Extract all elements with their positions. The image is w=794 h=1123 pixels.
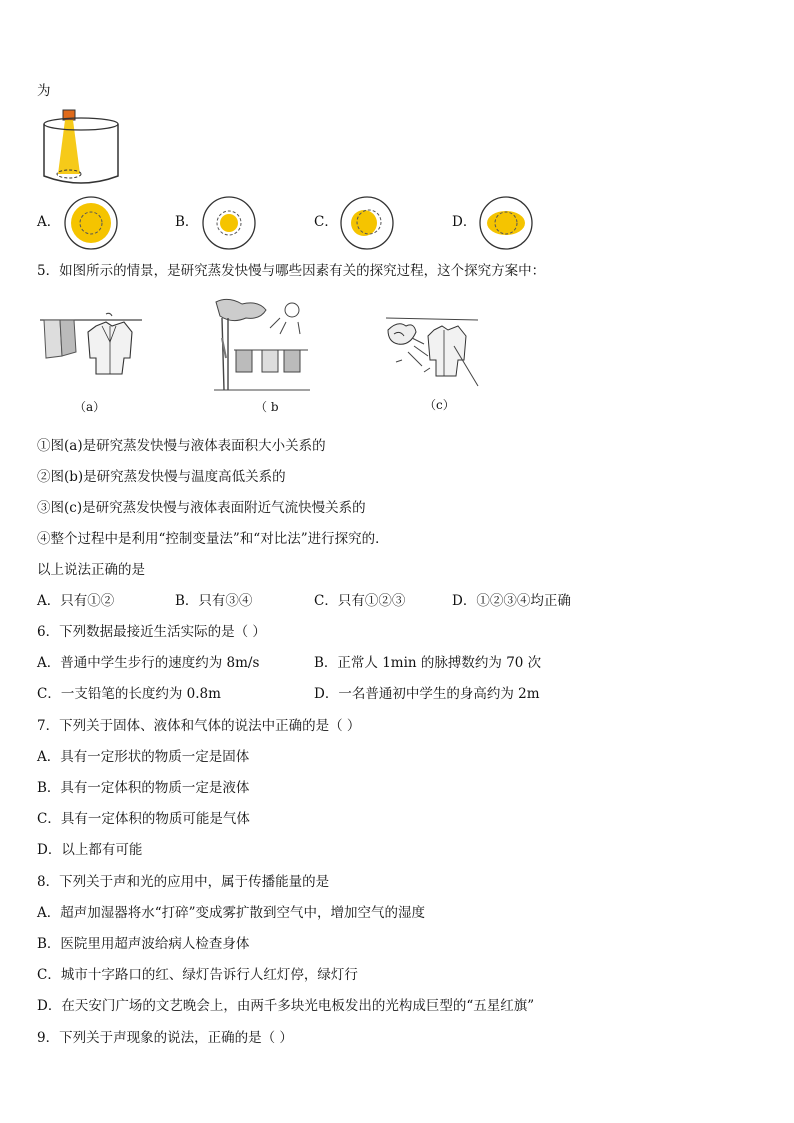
q8-option-d-text: 在天安门广场的文艺晚会上，由两千多块光电板发出的光构成巨型的“五星红旗” (61, 998, 535, 1014)
q4-option-c-circle (339, 195, 395, 251)
q4-option-a-letter: A． (37, 214, 61, 230)
q5-statement-2: ②图(b)是研究蒸发快慢与温度高低关系的 (37, 469, 286, 485)
q7-option-a-text: 具有一定形状的物质一定是固体 (60, 749, 250, 765)
q6-option-a-letter: A． (37, 655, 61, 671)
q5-option-a-text: 只有①② (60, 593, 115, 609)
q6-stem: 6．下列数据最接近生活实际的是（ ） (37, 624, 266, 640)
q6-option-d-letter: D． (314, 686, 339, 702)
q6-option-c (37, 685, 221, 703)
q5-option-c (314, 592, 405, 610)
q6-option-a (37, 654, 259, 672)
q7-option-a (37, 748, 249, 766)
q5-stem: 5．如图所示的情景，是研究蒸发快慢与哪些因素有关的探究过程，这个探究方案中： (37, 263, 546, 279)
q8-option-b (37, 935, 249, 953)
q4-option-d-circle (478, 195, 534, 251)
figure-b-caption: （ b (255, 400, 279, 414)
q7-option-c (37, 810, 250, 828)
q5-statement-1: ①图(a)是研究蒸发快慢与液体表面积大小关系的 (37, 438, 326, 454)
q4-option-b-letter: B． (175, 214, 199, 230)
q6-option-d (314, 685, 540, 703)
figure-a-caption: （a） (74, 400, 106, 414)
q6-option-b-letter: B． (314, 655, 338, 671)
q4-stem-tail: 为 (37, 83, 51, 99)
q6-option-c-text: 一支铅笔的长度约为 0.8m (60, 686, 221, 702)
q7-option-b (37, 779, 249, 797)
q6-option-c-letter: C． (37, 686, 61, 702)
q5-option-d-letter: D． (452, 593, 477, 609)
q5-option-b-text: 只有③④ (198, 593, 253, 609)
q7-stem: 7．下列关于固体、液体和气体的说法中正确的是（ ） (37, 718, 361, 734)
q8-option-d-letter: D． (37, 998, 62, 1014)
q7-option-d (37, 841, 142, 859)
q5-prompt: 以上说法正确的是 (37, 562, 145, 578)
q5-option-b-letter: B． (175, 593, 199, 609)
q8-stem: 8．下列关于声和光的应用中，属于传播能量的是 (37, 874, 330, 890)
q7-option-d-letter: D． (37, 842, 62, 858)
q4-option-d-letter: D． (452, 214, 477, 230)
q5-option-d-text: ①②③④均正确 (476, 593, 571, 609)
q5-option-a-letter: A． (37, 593, 61, 609)
q6-option-d-text: 一名普通初中学生的身高约为 2m (338, 686, 540, 702)
q8-option-b-text: 医院里用超声波给病人检查身体 (60, 936, 250, 952)
q5-option-d (452, 592, 571, 610)
q5-statement-4: ④整个过程中是利用“控制变量法”和“对比法”进行探究的． (37, 531, 389, 547)
q6-option-b (314, 654, 541, 672)
q8-option-c (37, 966, 358, 984)
q8-option-c-text: 城市十字路口的红、绿灯告诉行人红灯停，绿灯行 (60, 967, 358, 983)
q9-stem: 9．下列关于声现象的说法，正确的是（ ） (37, 1030, 293, 1046)
figure-a-clothes (40, 312, 144, 384)
q7-option-a-letter: A． (37, 749, 61, 765)
q5-option-a (37, 592, 114, 610)
q7-option-b-text: 具有一定体积的物质一定是液体 (60, 780, 250, 796)
q8-option-a-text: 超声加湿器将水“打碎”变成雾扩散到空气中，增加空气的湿度 (60, 905, 426, 921)
q5-option-b (175, 592, 252, 610)
q5-option-c-letter: C． (314, 593, 338, 609)
q4-option-a-circle (63, 195, 119, 251)
figure-c-wind-clothes (384, 316, 480, 388)
q4-option-b-circle (201, 195, 257, 251)
q8-option-a-letter: A． (37, 905, 61, 921)
q8-option-d (37, 997, 534, 1015)
figure-c-caption: （c） (424, 398, 455, 412)
q7-option-c-text: 具有一定体积的物质可能是气体 (60, 811, 250, 827)
q7-option-b-letter: B． (37, 780, 61, 796)
q5-option-c-text: 只有①②③ (337, 593, 406, 609)
q6-option-b-text: 正常人 1min 的脉搏数约为 70 次 (337, 655, 542, 671)
q8-option-c-letter: C． (37, 967, 61, 983)
q8-option-b-letter: B． (37, 936, 61, 952)
figure-b-tree-sun (214, 298, 310, 392)
beaker-lamp-figure (40, 110, 122, 190)
q4-option-c-letter: C． (314, 214, 338, 230)
q8-option-a (37, 904, 425, 922)
q6-option-a-text: 普通中学生步行的速度约为 8m/s (60, 655, 260, 671)
q7-option-d-text: 以上都有可能 (61, 842, 143, 858)
q7-option-c-letter: C． (37, 811, 61, 827)
q5-statement-3: ③图(c)是研究蒸发快慢与液体表面附近气流快慢关系的 (37, 500, 366, 516)
